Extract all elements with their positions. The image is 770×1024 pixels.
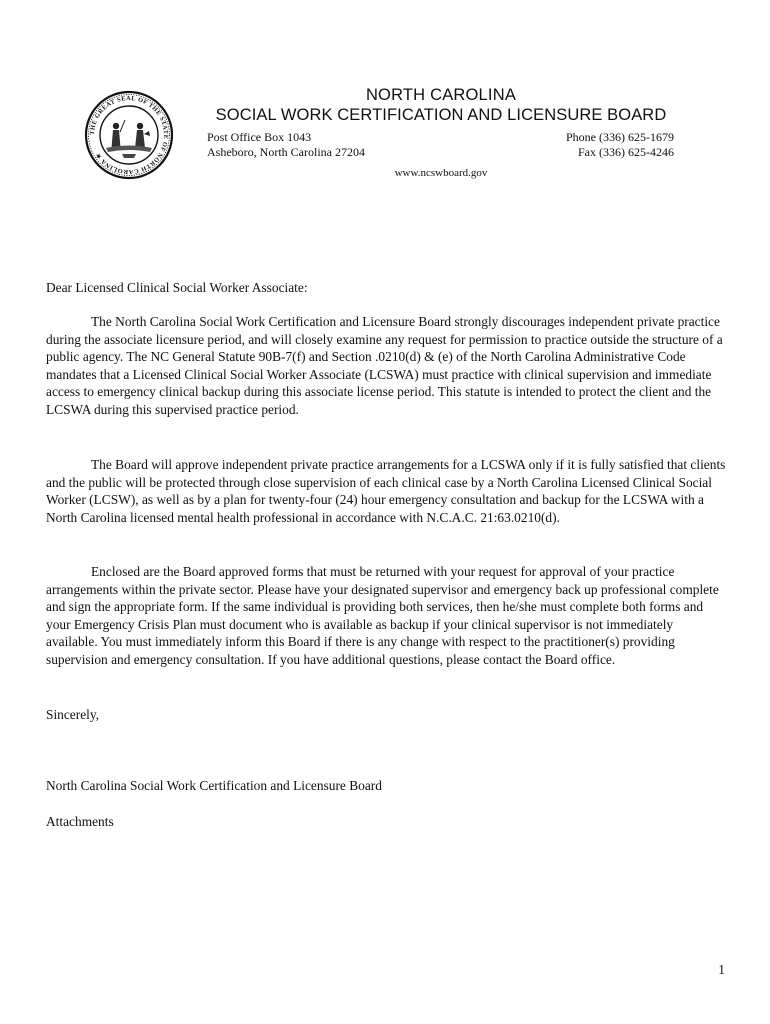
contact-numbers: [566, 130, 674, 160]
letter-salutation: Dear Licensed Clinical Social Worker Associate:: [46, 280, 308, 295]
org-name-line1: NORTH CAROLINA: [365, 86, 517, 104]
mailing-address: [207, 130, 365, 160]
body-paragraph-3: Enclosed are the Board approved forms that must be returned with your request for approval of your practice arrangements within the private sector. Please have your designated supervisor and emergency back up professional complete and sign the appropriate form. If the same individual is providing both services, then he/she must complete both forms and your Emergency Crisis Plan must document who is available as backup if your clinical supervisor is not immediately available. You must immediately inform this Board if there is any change with respect to the practitioner(s) providing supervision and emergency consultation. If you have additional questions, please contact the Board office.: [46, 564, 719, 667]
org-name-line2: SOCIAL WORK CERTIFICATION AND LICENSURE BOARD: [215, 106, 667, 124]
body-paragraph-2: The Board will approve independent private practice arrangements for a LCSWA only if it is fully satisfied that clients and the public will be protected through close supervision of each clinical case by a North Carolina Licensed Clinical Social Worker (LCSW), as well as by a plan for twenty-four (24) hour emergency consultation and backup for the LCSWA with a North Carolina licensed mental health professional in accordance with N.C.A.C. 21:63.0210(d).: [46, 457, 726, 525]
phone-number: Phone (336) 625-1679: [566, 130, 674, 144]
address-line2: Asheboro, North Carolina 27204: [207, 145, 365, 159]
state-seal-logo: [84, 90, 174, 180]
letter-signature: North Carolina Social Work Certification and Licensure Board: [46, 778, 382, 793]
website-link[interactable]: www.ncswboard.gov: [394, 167, 488, 179]
fax-number: Fax (336) 625-4246: [578, 145, 674, 159]
attachments-note: Attachments: [46, 814, 114, 829]
svg-text:THE GREAT SEAL OF THE STATE OF: THE GREAT SEAL OF THE STATE OF NORTH CAROLINA ★: [88, 94, 170, 176]
body-paragraph-1: The North Carolina Social Work Certification and Licensure Board strongly discourages independent private practice during the associate licensure period, and will closely examine any request for permission to practice outside the structure of a public agency. The NC General Statute 90B-7(f) and Section .0210(d) & (e) of the North Carolina Administrative Code mandates that a Licensed Clinical Social Worker Associate (LCSWA) must practice with clinical supervision and immediate access to emergency clinical backup during this associate license period. This statute is intended to protect the client and the LCSWA during this supervised practice period.: [46, 314, 723, 417]
page-number: 1: [718, 962, 725, 977]
letter-closing: Sincerely,: [46, 707, 100, 722]
address-line1: Post Office Box 1043: [207, 130, 312, 144]
